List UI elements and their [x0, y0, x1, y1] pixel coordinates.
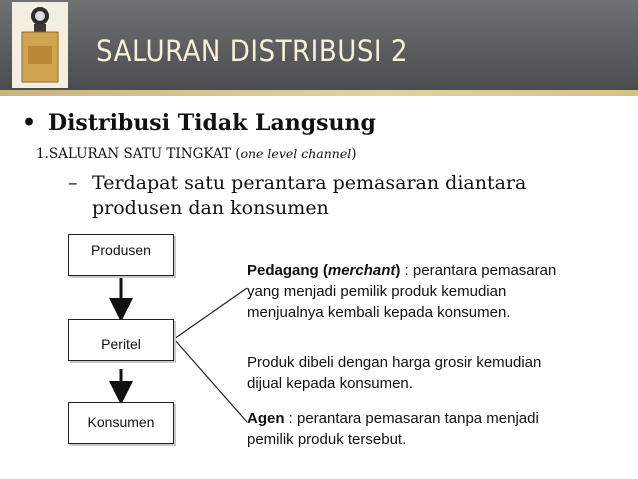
grosir-description: Produk dibeli dengan harga grosir kemudian dijual kepada konsumen. — [247, 354, 542, 392]
bullet-icon: • — [22, 110, 37, 136]
dash-marker: – — [68, 172, 78, 194]
sub-heading-text: 1.SALURAN SATU TINGKAT ( — [36, 146, 241, 162]
merchant-label-close: ) — [395, 262, 401, 279]
merchant-description — [247, 260, 577, 323]
box-peritel — [68, 319, 174, 361]
box-produsen — [68, 234, 174, 276]
connector-line-up — [174, 288, 247, 339]
box-konsumen-label: Konsumen — [87, 414, 155, 430]
box-konsumen — [68, 402, 174, 444]
merchant-label — [247, 262, 400, 279]
sub-heading-close: ) — [351, 146, 357, 162]
box-peritel-label: Peritel — [101, 336, 141, 352]
sub-heading-italic: one level channel — [240, 146, 352, 161]
bullet-heading-text: Distribusi Tidak Langsung — [48, 110, 376, 136]
connector-line-down — [174, 339, 247, 422]
agen-description — [247, 408, 577, 450]
merchant-text: : perantara pemasaran yang menjadi pemilik produk kemudian menjualnya kembali kepada konsumen. — [247, 262, 557, 321]
box-produsen-label: Produsen — [91, 242, 151, 258]
agen-text: : perantara pemasaran tanpa menjadi pemilik produk tersebut. — [247, 410, 539, 448]
merchant-label-italic: merchant — [327, 262, 396, 279]
agen-label: Agen — [247, 410, 285, 427]
slide-title: SALURAN DISTRIBUSI 2 — [96, 34, 408, 68]
merchant-label-text: Pedagang ( — [247, 262, 328, 279]
dash-point-text: Terdapat satu perantara pemasaran diantara produsen dan konsumen — [92, 172, 527, 219]
